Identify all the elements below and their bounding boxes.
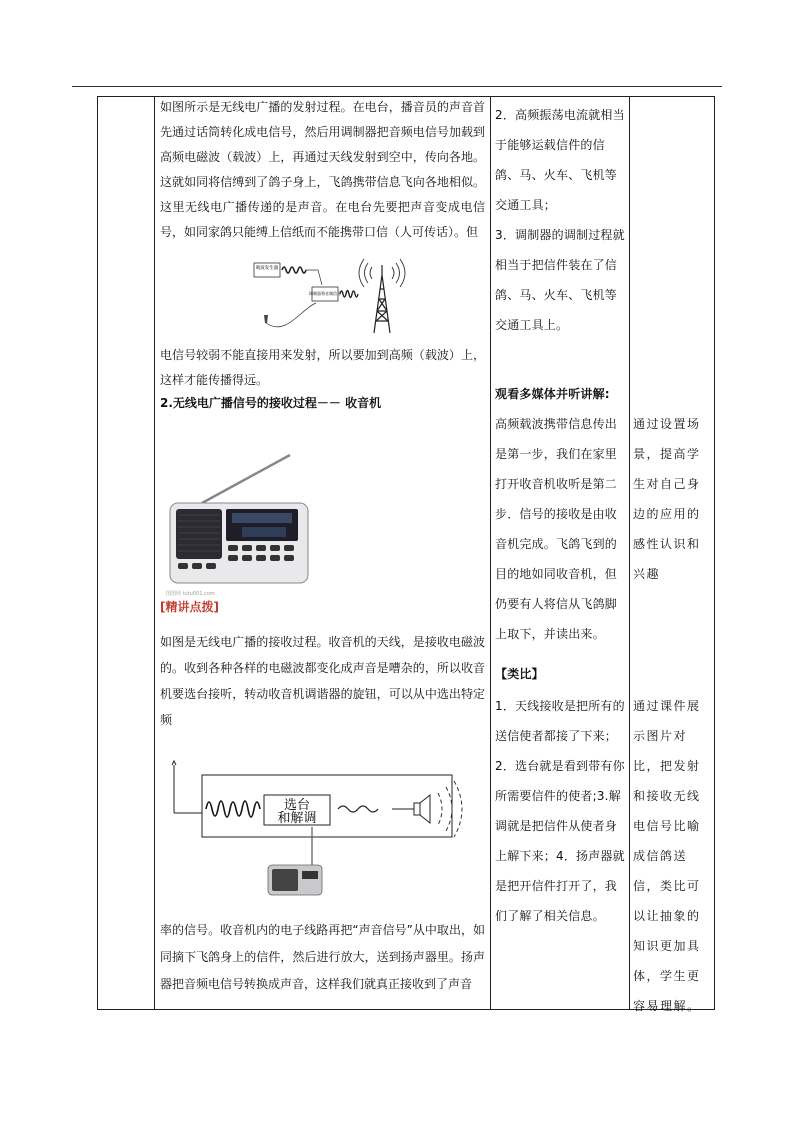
audio-wave	[338, 806, 378, 812]
tip-label: [精讲点拨]	[160, 600, 219, 614]
page-header-rule	[72, 86, 722, 87]
main-content-column	[156, 97, 489, 991]
lesson-table	[97, 96, 715, 1013]
speaker-icon	[414, 795, 430, 823]
received-signal-wave	[206, 801, 260, 817]
sound-waves-icon	[438, 781, 462, 837]
compare-heading: 【类比】	[495, 667, 544, 681]
carrier-wave	[282, 267, 306, 273]
watch-media-heading: 观看多媒体并听讲解:	[495, 387, 610, 401]
watch-media-text: 高频载波携带信息传出是第一步，我们在家里打开收音机收听是第二步．信号的接收是由收音机完成。飞鸽飞到的目的地如同收音机，但仍要有人将信从飞鸽脚上取下，并读出来。	[495, 417, 618, 641]
section-heading-reception: 2.无线电广播信号的接收过程－－ 收音机	[160, 396, 382, 410]
analogy-item-2: 2．高频振荡电流就相当于能够运载信件的信鸽、马、火车、飞机等交通工具；	[495, 108, 625, 212]
column-divider-1	[154, 97, 155, 1009]
svg-text:和解调: 和解调	[277, 811, 317, 826]
radio-antenna	[202, 455, 290, 503]
teaching-activity-column	[492, 97, 628, 923]
radio-image	[162, 449, 312, 599]
column-divider-3	[629, 97, 630, 1009]
svg-text:选台: 选台	[283, 798, 311, 813]
column-divider-2	[490, 97, 491, 1009]
reception-diagram	[162, 757, 482, 903]
paragraph-amplify: 电信号较弱不能直接用来发射，所以要加到高频（载波）上，这样才能传播得远。	[160, 348, 485, 387]
design-note-2: 通过课件展示图片对比，把发射和接收无线电信号比喻成信鸽送信，类比可以让抽象的知识更加具体，学生更容易理解。	[633, 699, 701, 1013]
analogy-item-3: 3．调制器的调制过程就相当于把信件装在了信鸽、马、火车、飞机等交通工具上。	[495, 228, 625, 332]
microphone-icon	[264, 315, 268, 323]
svg-text:载波发生器: 载波发生器	[255, 266, 279, 271]
compare-text: 1．天线接收是把所有的送信使者都接了下来；2．选台就是看到带有你所需要信件的使者;3.解调就是把信件从使者身上解下来；4．扬声器就是把开信件打开了，我们了解了相关信息。	[495, 699, 625, 923]
speaker-grille	[176, 509, 222, 559]
transmission-diagram	[246, 245, 446, 337]
paragraph-reception: 如图是无线电广播的接收过程。收音机的天线，是接收电磁波的。收到各种各样的电磁波都变化成声音是嘈杂的，所以收音机要选台接听，转动收音机调谐器的旋钮，可以从中选出特定频	[160, 635, 485, 727]
design-note-1: 通过设置场景，提高学生对自己身边的应用的感性认识和兴趣	[633, 417, 701, 581]
svg-text:图图网 tutu001.com: 图图网 tutu001.com	[166, 591, 215, 597]
antenna-tower-icon	[374, 265, 390, 333]
modulated-wave	[340, 291, 358, 298]
paragraph-transmission: 如图所示是无线电广播的发射过程。在电台，播音员的声音首先通过话筒转化成电信号，然后用调制器把音频电信号加载到高频电磁波（载波）上，再通过天线发射到空中，传向各地。这就如同将信缚到了鸽子身上，飞鸽携带信息飞向各地相似。这里无线电广播传递的是声音。在电台先要把声音变成电信号，如同家鸽只能缚上信纸而不能携带口信（人可传话）。但	[160, 100, 485, 239]
svg-text:调制器将音频信号: 调制器将音频信号	[309, 291, 341, 296]
paragraph-decode: 率的信号。收音机内的电子线路再把“声音信号”从中取出，如同摘下飞鸽身上的信件，然后进行放大，送到扬声器里。扬声器把音频电信号转换成声音，这样我们就真正接收到了声音	[160, 923, 485, 991]
